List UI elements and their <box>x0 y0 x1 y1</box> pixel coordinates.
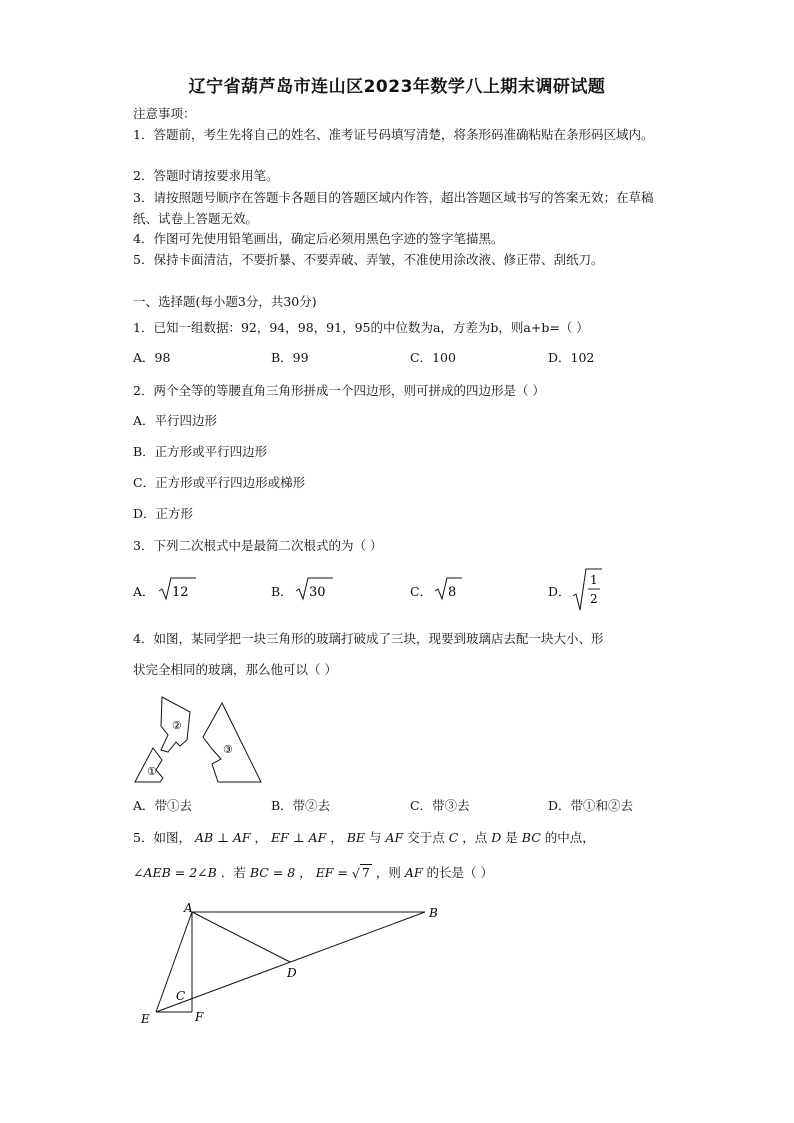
q2-stem: 2．两个全等的等腰直角三角形拼成一个四边形，则可拼成的四边形是（ ） <box>133 383 545 398</box>
q5-text: 是 <box>505 830 518 845</box>
q3-option-b-radical <box>295 574 335 602</box>
q5-sqrt-radicand: 7 <box>361 865 370 880</box>
q5-math: BC <box>521 830 541 845</box>
glass-piece-2-label: ② <box>172 719 182 732</box>
q4-option-b: B．带②去 <box>271 798 331 813</box>
q5-text: 交于点 <box>407 830 445 845</box>
q5-text: 的中点， <box>544 830 595 845</box>
q1-option-b: B．99 <box>271 350 309 365</box>
notice-item-5: 5．保持卡面清洁，不要折暴、不要弄破、弄皱，不准使用涂改液、修正带、刮纸刀。 <box>133 252 604 267</box>
q5-math: AF <box>385 830 404 845</box>
point-f-label: F <box>195 1010 204 1024</box>
segment-ad <box>192 912 290 962</box>
q2-option-c: C．正方形或平行四边形或梯形 <box>133 475 306 490</box>
q4-option-a: A．带①去 <box>133 798 193 813</box>
q3-radicand-c: 8 <box>448 585 457 600</box>
q3-option-c-radical <box>434 574 464 602</box>
section-heading: 一、选择题(每小题3分，共30分) <box>133 294 317 309</box>
q4-option-c: C．带③去 <box>410 798 470 813</box>
q5-line2 <box>133 863 493 881</box>
q4-stem-line1: 4．如图，某同学把一块三角形的玻璃打破成了三块，现要到玻璃店去配一块大小、形 <box>133 631 604 646</box>
q2-option-b: B．正方形或平行四边形 <box>133 444 268 459</box>
q5-math: AF <box>404 865 423 880</box>
q3-option-b-label: B． <box>271 584 293 599</box>
q1-option-a: A．98 <box>133 350 171 365</box>
q5-math: BE <box>346 830 366 845</box>
point-a-label: A <box>184 901 193 915</box>
q5-text: ，则 <box>375 865 401 880</box>
point-d-label: D <box>287 966 297 980</box>
notice-heading: 注意事项： <box>133 106 196 121</box>
point-c-label: C <box>176 989 186 1003</box>
notice-item-2: 2．答题时请按要求用笔。 <box>133 168 279 183</box>
q5-text: ．若 <box>220 865 246 880</box>
q3-option-c-label: C． <box>410 584 433 599</box>
q1-option-d: D．102 <box>548 350 595 365</box>
q3-stem: 3．下列二次根式中是最简二次根式的为（ ） <box>133 538 383 553</box>
q5-text: 5．如图， <box>133 830 191 845</box>
q3-radicand-a: 12 <box>172 585 189 600</box>
q5-math: BC = 8 <box>249 865 296 880</box>
q5-text: ， <box>299 865 312 880</box>
q5-geometry-figure <box>136 900 446 1030</box>
page-title: 辽宁省葫芦岛市连山区2023年数学八上期末调研试题 <box>188 77 606 97</box>
q3-fraction-den: 2 <box>590 592 598 606</box>
q3-option-d-radical <box>572 566 604 612</box>
q5-text: ，点 <box>462 830 488 845</box>
glass-piece-1-label: ① <box>147 765 157 778</box>
point-b-label: B <box>429 906 438 920</box>
notice-item-3: 3．请按照题号顺序在答题卡各题目的答题区域内作答，超出答题区域书写的答案无效；在草稿纸、试卷上答题无效。 <box>133 190 654 226</box>
q5-text: ， <box>254 830 268 845</box>
glass-piece-3-label: ③ <box>223 743 233 756</box>
q3-option-a-radical <box>158 574 198 602</box>
q5-math: D <box>491 830 502 845</box>
q5-text: 与 <box>369 830 382 845</box>
q3-option-d-label: D． <box>548 584 571 599</box>
q5-math: C <box>448 830 459 845</box>
q4-broken-glass-figure <box>132 694 268 788</box>
q5-math: EF = <box>315 865 352 880</box>
q3-option-a-label: A． <box>133 584 155 599</box>
q4-stem-line2: 状完全相同的玻璃，那么他可以（ ） <box>133 662 337 677</box>
q1-stem: 1．已知一组数据：92，94，98，91，95的中位数为a，方差为b，则a+b=（ ） <box>133 320 589 335</box>
q5-sqrt-7: √ 7 <box>351 865 370 881</box>
q2-option-a: A．平行四边形 <box>133 413 218 428</box>
q5-math: AB ⊥ AF <box>194 830 251 845</box>
notice-item-4: 4．作图可先使用铅笔画出，确定后必须用黑色字迹的签字笔描黑。 <box>133 231 504 246</box>
point-e-label: E <box>141 1012 150 1026</box>
q4-option-d: D．带①和②去 <box>548 798 634 813</box>
q5-text: ， <box>330 830 343 845</box>
segment-ae <box>156 912 192 1012</box>
q3-radicand-b: 30 <box>309 585 326 600</box>
q5-math: EF ⊥ AF <box>271 830 327 845</box>
q3-fraction-num: 1 <box>590 573 598 587</box>
notice-item-1: 1．答题前，考生先将自己的姓名、准考证号码填写清楚，将条形码准确粘贴在条形码区域内。 <box>133 127 654 142</box>
q1-option-c: C．100 <box>410 350 456 365</box>
q5-text: 的长是（ ） <box>426 865 493 880</box>
segment-eb <box>156 912 425 1012</box>
q5-line1 <box>133 828 595 846</box>
q5-math: ∠AEB = 2∠B <box>133 865 217 880</box>
q2-option-d: D．正方形 <box>133 506 194 521</box>
